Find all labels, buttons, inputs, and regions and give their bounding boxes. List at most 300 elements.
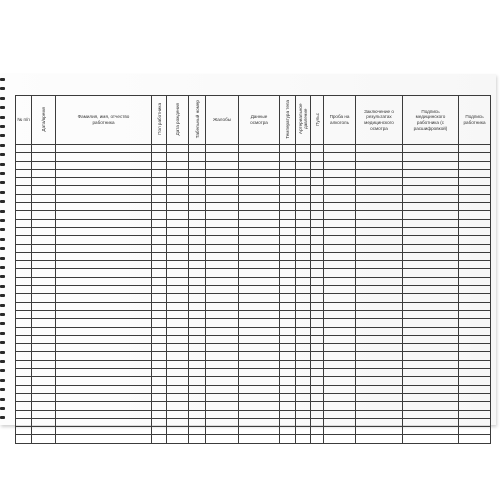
table-cell-tabnum[interactable] (189, 227, 206, 235)
table-cell-tabnum[interactable] (189, 352, 206, 360)
table-cell-complaints[interactable] (206, 219, 239, 227)
table-cell-num[interactable] (16, 402, 32, 410)
table-cell-med_sign[interactable] (403, 360, 459, 368)
table-cell-temp[interactable] (280, 277, 296, 285)
table-cell-complaints[interactable] (206, 377, 239, 385)
table-cell-worker_sign[interactable] (459, 360, 491, 368)
table-cell-fio[interactable] (56, 252, 152, 260)
table-cell-alcohol[interactable] (324, 352, 356, 360)
table-cell-pulse[interactable] (311, 427, 324, 435)
table-cell-complaints[interactable] (206, 319, 239, 327)
table-cell-alcohol[interactable] (324, 327, 356, 335)
table-cell-exam[interactable] (239, 227, 280, 235)
table-cell-exam[interactable] (239, 186, 280, 194)
table-cell-fio[interactable] (56, 385, 152, 393)
table-cell-pulse[interactable] (311, 261, 324, 269)
table-cell-pressure[interactable] (296, 302, 311, 310)
table-cell-conclusion[interactable] (356, 369, 403, 377)
table-cell-complaints[interactable] (206, 393, 239, 401)
table-cell-pressure[interactable] (296, 294, 311, 302)
table-cell-pulse[interactable] (311, 236, 324, 244)
table-cell-pulse[interactable] (311, 360, 324, 368)
table-cell-alcohol[interactable] (324, 335, 356, 343)
table-cell-temp[interactable] (280, 286, 296, 294)
table-cell-datetime[interactable] (32, 344, 56, 352)
table-cell-num[interactable] (16, 219, 32, 227)
table-cell-conclusion[interactable] (356, 286, 403, 294)
table-cell-tabnum[interactable] (189, 344, 206, 352)
table-cell-complaints[interactable] (206, 352, 239, 360)
table-cell-sex[interactable] (152, 418, 167, 426)
table-cell-num[interactable] (16, 145, 32, 153)
table-cell-worker_sign[interactable] (459, 219, 491, 227)
table-cell-exam[interactable] (239, 393, 280, 401)
table-cell-temp[interactable] (280, 352, 296, 360)
table-cell-pressure[interactable] (296, 402, 311, 410)
table-cell-pulse[interactable] (311, 227, 324, 235)
table-cell-complaints[interactable] (206, 203, 239, 211)
table-cell-pulse[interactable] (311, 161, 324, 169)
table-cell-alcohol[interactable] (324, 427, 356, 435)
table-cell-tabnum[interactable] (189, 377, 206, 385)
table-cell-conclusion[interactable] (356, 352, 403, 360)
table-cell-sex[interactable] (152, 310, 167, 318)
table-cell-temp[interactable] (280, 360, 296, 368)
table-cell-tabnum[interactable] (189, 236, 206, 244)
table-cell-conclusion[interactable] (356, 435, 403, 443)
table-cell-birth[interactable] (167, 335, 189, 343)
table-cell-alcohol[interactable] (324, 194, 356, 202)
table-cell-num[interactable] (16, 327, 32, 335)
table-cell-datetime[interactable] (32, 277, 56, 285)
table-cell-pressure[interactable] (296, 178, 311, 186)
table-cell-worker_sign[interactable] (459, 352, 491, 360)
table-cell-alcohol[interactable] (324, 186, 356, 194)
table-cell-med_sign[interactable] (403, 227, 459, 235)
table-cell-conclusion[interactable] (356, 310, 403, 318)
table-cell-exam[interactable] (239, 360, 280, 368)
table-cell-pressure[interactable] (296, 286, 311, 294)
table-cell-med_sign[interactable] (403, 244, 459, 252)
table-cell-birth[interactable] (167, 178, 189, 186)
table-cell-fio[interactable] (56, 178, 152, 186)
table-cell-exam[interactable] (239, 335, 280, 343)
table-cell-datetime[interactable] (32, 145, 56, 153)
table-cell-conclusion[interactable] (356, 244, 403, 252)
table-cell-tabnum[interactable] (189, 319, 206, 327)
table-cell-exam[interactable] (239, 402, 280, 410)
table-cell-worker_sign[interactable] (459, 302, 491, 310)
table-cell-pressure[interactable] (296, 227, 311, 235)
table-cell-pulse[interactable] (311, 393, 324, 401)
table-cell-birth[interactable] (167, 277, 189, 285)
table-cell-num[interactable] (16, 335, 32, 343)
table-cell-worker_sign[interactable] (459, 310, 491, 318)
table-cell-exam[interactable] (239, 294, 280, 302)
table-cell-num[interactable] (16, 294, 32, 302)
table-cell-worker_sign[interactable] (459, 203, 491, 211)
table-cell-tabnum[interactable] (189, 277, 206, 285)
table-cell-pressure[interactable] (296, 186, 311, 194)
table-cell-temp[interactable] (280, 169, 296, 177)
table-cell-pressure[interactable] (296, 427, 311, 435)
table-cell-exam[interactable] (239, 344, 280, 352)
table-cell-temp[interactable] (280, 161, 296, 169)
table-cell-pressure[interactable] (296, 261, 311, 269)
table-cell-pulse[interactable] (311, 252, 324, 260)
table-cell-complaints[interactable] (206, 385, 239, 393)
table-cell-sex[interactable] (152, 302, 167, 310)
table-cell-worker_sign[interactable] (459, 393, 491, 401)
table-cell-pressure[interactable] (296, 203, 311, 211)
table-cell-num[interactable] (16, 211, 32, 219)
table-cell-pulse[interactable] (311, 294, 324, 302)
table-cell-exam[interactable] (239, 161, 280, 169)
table-cell-fio[interactable] (56, 319, 152, 327)
table-cell-pressure[interactable] (296, 310, 311, 318)
table-cell-birth[interactable] (167, 369, 189, 377)
table-cell-exam[interactable] (239, 410, 280, 418)
table-cell-alcohol[interactable] (324, 402, 356, 410)
table-cell-pressure[interactable] (296, 377, 311, 385)
table-cell-birth[interactable] (167, 244, 189, 252)
table-cell-datetime[interactable] (32, 211, 56, 219)
table-cell-med_sign[interactable] (403, 203, 459, 211)
table-cell-datetime[interactable] (32, 352, 56, 360)
table-cell-datetime[interactable] (32, 310, 56, 318)
table-cell-complaints[interactable] (206, 335, 239, 343)
table-cell-worker_sign[interactable] (459, 327, 491, 335)
table-cell-exam[interactable] (239, 261, 280, 269)
table-cell-fio[interactable] (56, 186, 152, 194)
table-cell-fio[interactable] (56, 236, 152, 244)
table-cell-alcohol[interactable] (324, 393, 356, 401)
table-cell-fio[interactable] (56, 410, 152, 418)
table-cell-tabnum[interactable] (189, 360, 206, 368)
table-cell-sex[interactable] (152, 178, 167, 186)
table-cell-med_sign[interactable] (403, 236, 459, 244)
table-cell-med_sign[interactable] (403, 269, 459, 277)
table-cell-temp[interactable] (280, 427, 296, 435)
table-cell-alcohol[interactable] (324, 310, 356, 318)
table-cell-sex[interactable] (152, 186, 167, 194)
table-cell-med_sign[interactable] (403, 310, 459, 318)
table-cell-temp[interactable] (280, 219, 296, 227)
table-cell-datetime[interactable] (32, 402, 56, 410)
table-cell-med_sign[interactable] (403, 369, 459, 377)
table-cell-birth[interactable] (167, 360, 189, 368)
table-cell-birth[interactable] (167, 418, 189, 426)
table-cell-temp[interactable] (280, 302, 296, 310)
table-cell-temp[interactable] (280, 377, 296, 385)
table-cell-tabnum[interactable] (189, 211, 206, 219)
table-cell-conclusion[interactable] (356, 277, 403, 285)
table-cell-conclusion[interactable] (356, 402, 403, 410)
table-cell-sex[interactable] (152, 344, 167, 352)
table-cell-conclusion[interactable] (356, 294, 403, 302)
table-cell-tabnum[interactable] (189, 335, 206, 343)
table-cell-exam[interactable] (239, 418, 280, 426)
table-cell-num[interactable] (16, 203, 32, 211)
table-cell-datetime[interactable] (32, 261, 56, 269)
table-cell-pressure[interactable] (296, 244, 311, 252)
table-cell-conclusion[interactable] (356, 427, 403, 435)
table-cell-alcohol[interactable] (324, 344, 356, 352)
table-cell-med_sign[interactable] (403, 153, 459, 161)
table-cell-worker_sign[interactable] (459, 385, 491, 393)
table-cell-pulse[interactable] (311, 352, 324, 360)
table-cell-med_sign[interactable] (403, 393, 459, 401)
table-cell-pressure[interactable] (296, 418, 311, 426)
table-cell-fio[interactable] (56, 269, 152, 277)
table-cell-fio[interactable] (56, 435, 152, 443)
table-cell-worker_sign[interactable] (459, 435, 491, 443)
table-cell-pulse[interactable] (311, 211, 324, 219)
table-cell-exam[interactable] (239, 327, 280, 335)
table-cell-exam[interactable] (239, 145, 280, 153)
table-cell-birth[interactable] (167, 410, 189, 418)
table-cell-conclusion[interactable] (356, 319, 403, 327)
table-cell-alcohol[interactable] (324, 418, 356, 426)
table-cell-num[interactable] (16, 319, 32, 327)
table-cell-sex[interactable] (152, 360, 167, 368)
table-cell-temp[interactable] (280, 310, 296, 318)
table-cell-datetime[interactable] (32, 236, 56, 244)
table-cell-exam[interactable] (239, 427, 280, 435)
table-cell-med_sign[interactable] (403, 319, 459, 327)
table-cell-birth[interactable] (167, 145, 189, 153)
table-cell-conclusion[interactable] (356, 385, 403, 393)
table-cell-num[interactable] (16, 186, 32, 194)
table-cell-complaints[interactable] (206, 402, 239, 410)
table-cell-complaints[interactable] (206, 327, 239, 335)
table-cell-worker_sign[interactable] (459, 186, 491, 194)
table-cell-tabnum[interactable] (189, 261, 206, 269)
table-cell-conclusion[interactable] (356, 161, 403, 169)
table-cell-sex[interactable] (152, 145, 167, 153)
table-cell-alcohol[interactable] (324, 286, 356, 294)
table-cell-pressure[interactable] (296, 319, 311, 327)
table-cell-med_sign[interactable] (403, 186, 459, 194)
table-cell-num[interactable] (16, 194, 32, 202)
table-cell-pressure[interactable] (296, 410, 311, 418)
table-cell-fio[interactable] (56, 145, 152, 153)
table-cell-complaints[interactable] (206, 186, 239, 194)
table-cell-sex[interactable] (152, 286, 167, 294)
table-cell-complaints[interactable] (206, 302, 239, 310)
table-cell-num[interactable] (16, 236, 32, 244)
table-cell-fio[interactable] (56, 327, 152, 335)
table-cell-tabnum[interactable] (189, 393, 206, 401)
table-cell-fio[interactable] (56, 277, 152, 285)
table-cell-fio[interactable] (56, 227, 152, 235)
table-cell-exam[interactable] (239, 203, 280, 211)
table-cell-med_sign[interactable] (403, 178, 459, 186)
table-cell-birth[interactable] (167, 377, 189, 385)
table-cell-tabnum[interactable] (189, 286, 206, 294)
table-cell-datetime[interactable] (32, 161, 56, 169)
table-cell-alcohol[interactable] (324, 435, 356, 443)
table-cell-datetime[interactable] (32, 427, 56, 435)
table-cell-temp[interactable] (280, 418, 296, 426)
table-cell-worker_sign[interactable] (459, 244, 491, 252)
table-cell-alcohol[interactable] (324, 252, 356, 260)
table-cell-alcohol[interactable] (324, 219, 356, 227)
table-cell-pressure[interactable] (296, 344, 311, 352)
table-cell-datetime[interactable] (32, 269, 56, 277)
table-cell-temp[interactable] (280, 153, 296, 161)
table-cell-pulse[interactable] (311, 244, 324, 252)
table-cell-pulse[interactable] (311, 178, 324, 186)
table-cell-worker_sign[interactable] (459, 319, 491, 327)
table-cell-worker_sign[interactable] (459, 145, 491, 153)
table-cell-tabnum[interactable] (189, 410, 206, 418)
table-cell-tabnum[interactable] (189, 161, 206, 169)
table-cell-tabnum[interactable] (189, 369, 206, 377)
table-cell-tabnum[interactable] (189, 194, 206, 202)
table-cell-med_sign[interactable] (403, 418, 459, 426)
table-cell-fio[interactable] (56, 402, 152, 410)
table-cell-birth[interactable] (167, 153, 189, 161)
table-cell-fio[interactable] (56, 360, 152, 368)
table-cell-worker_sign[interactable] (459, 369, 491, 377)
table-cell-tabnum[interactable] (189, 418, 206, 426)
table-cell-tabnum[interactable] (189, 153, 206, 161)
table-cell-temp[interactable] (280, 236, 296, 244)
table-cell-tabnum[interactable] (189, 169, 206, 177)
table-cell-fio[interactable] (56, 335, 152, 343)
table-cell-datetime[interactable] (32, 178, 56, 186)
table-cell-tabnum[interactable] (189, 427, 206, 435)
table-cell-conclusion[interactable] (356, 327, 403, 335)
table-cell-birth[interactable] (167, 261, 189, 269)
table-cell-conclusion[interactable] (356, 410, 403, 418)
table-cell-worker_sign[interactable] (459, 335, 491, 343)
table-cell-med_sign[interactable] (403, 327, 459, 335)
table-cell-med_sign[interactable] (403, 294, 459, 302)
table-cell-fio[interactable] (56, 294, 152, 302)
table-cell-birth[interactable] (167, 310, 189, 318)
table-cell-alcohol[interactable] (324, 360, 356, 368)
table-cell-exam[interactable] (239, 236, 280, 244)
table-cell-pulse[interactable] (311, 418, 324, 426)
table-cell-fio[interactable] (56, 219, 152, 227)
table-cell-sex[interactable] (152, 377, 167, 385)
table-cell-worker_sign[interactable] (459, 178, 491, 186)
table-cell-tabnum[interactable] (189, 186, 206, 194)
table-cell-temp[interactable] (280, 178, 296, 186)
table-cell-alcohol[interactable] (324, 319, 356, 327)
table-cell-datetime[interactable] (32, 377, 56, 385)
table-cell-num[interactable] (16, 261, 32, 269)
table-cell-datetime[interactable] (32, 244, 56, 252)
table-cell-temp[interactable] (280, 410, 296, 418)
table-cell-birth[interactable] (167, 169, 189, 177)
table-cell-pressure[interactable] (296, 145, 311, 153)
table-cell-worker_sign[interactable] (459, 269, 491, 277)
table-cell-pulse[interactable] (311, 385, 324, 393)
table-cell-birth[interactable] (167, 344, 189, 352)
table-cell-datetime[interactable] (32, 227, 56, 235)
table-cell-birth[interactable] (167, 161, 189, 169)
table-cell-num[interactable] (16, 435, 32, 443)
table-cell-tabnum[interactable] (189, 302, 206, 310)
table-cell-complaints[interactable] (206, 169, 239, 177)
table-cell-num[interactable] (16, 360, 32, 368)
table-cell-sex[interactable] (152, 410, 167, 418)
table-cell-alcohol[interactable] (324, 261, 356, 269)
table-cell-num[interactable] (16, 377, 32, 385)
table-cell-alcohol[interactable] (324, 161, 356, 169)
table-cell-num[interactable] (16, 153, 32, 161)
table-cell-sex[interactable] (152, 236, 167, 244)
table-cell-worker_sign[interactable] (459, 153, 491, 161)
table-cell-sex[interactable] (152, 385, 167, 393)
table-cell-datetime[interactable] (32, 385, 56, 393)
table-cell-tabnum[interactable] (189, 294, 206, 302)
table-cell-alcohol[interactable] (324, 302, 356, 310)
table-cell-temp[interactable] (280, 244, 296, 252)
table-cell-worker_sign[interactable] (459, 402, 491, 410)
table-cell-med_sign[interactable] (403, 194, 459, 202)
table-cell-temp[interactable] (280, 393, 296, 401)
table-cell-fio[interactable] (56, 377, 152, 385)
table-cell-birth[interactable] (167, 427, 189, 435)
table-cell-fio[interactable] (56, 169, 152, 177)
table-cell-complaints[interactable] (206, 261, 239, 269)
table-cell-sex[interactable] (152, 252, 167, 260)
table-cell-fio[interactable] (56, 352, 152, 360)
table-cell-num[interactable] (16, 161, 32, 169)
table-cell-conclusion[interactable] (356, 186, 403, 194)
table-cell-sex[interactable] (152, 435, 167, 443)
table-cell-worker_sign[interactable] (459, 377, 491, 385)
table-cell-pressure[interactable] (296, 252, 311, 260)
table-cell-pulse[interactable] (311, 319, 324, 327)
table-cell-alcohol[interactable] (324, 145, 356, 153)
table-cell-birth[interactable] (167, 203, 189, 211)
table-cell-complaints[interactable] (206, 410, 239, 418)
table-cell-complaints[interactable] (206, 369, 239, 377)
table-cell-temp[interactable] (280, 435, 296, 443)
table-cell-alcohol[interactable] (324, 244, 356, 252)
table-cell-tabnum[interactable] (189, 203, 206, 211)
table-cell-birth[interactable] (167, 236, 189, 244)
table-cell-complaints[interactable] (206, 418, 239, 426)
table-cell-datetime[interactable] (32, 369, 56, 377)
table-cell-temp[interactable] (280, 369, 296, 377)
table-cell-conclusion[interactable] (356, 178, 403, 186)
table-cell-temp[interactable] (280, 269, 296, 277)
table-cell-fio[interactable] (56, 393, 152, 401)
table-cell-datetime[interactable] (32, 418, 56, 426)
table-cell-pulse[interactable] (311, 169, 324, 177)
table-cell-complaints[interactable] (206, 161, 239, 169)
table-cell-pulse[interactable] (311, 277, 324, 285)
table-cell-pressure[interactable] (296, 393, 311, 401)
table-cell-med_sign[interactable] (403, 302, 459, 310)
table-cell-pulse[interactable] (311, 194, 324, 202)
table-cell-pressure[interactable] (296, 153, 311, 161)
table-cell-num[interactable] (16, 418, 32, 426)
table-cell-sex[interactable] (152, 402, 167, 410)
table-cell-conclusion[interactable] (356, 194, 403, 202)
table-cell-tabnum[interactable] (189, 219, 206, 227)
table-cell-worker_sign[interactable] (459, 294, 491, 302)
table-cell-complaints[interactable] (206, 269, 239, 277)
table-cell-complaints[interactable] (206, 310, 239, 318)
table-cell-tabnum[interactable] (189, 178, 206, 186)
